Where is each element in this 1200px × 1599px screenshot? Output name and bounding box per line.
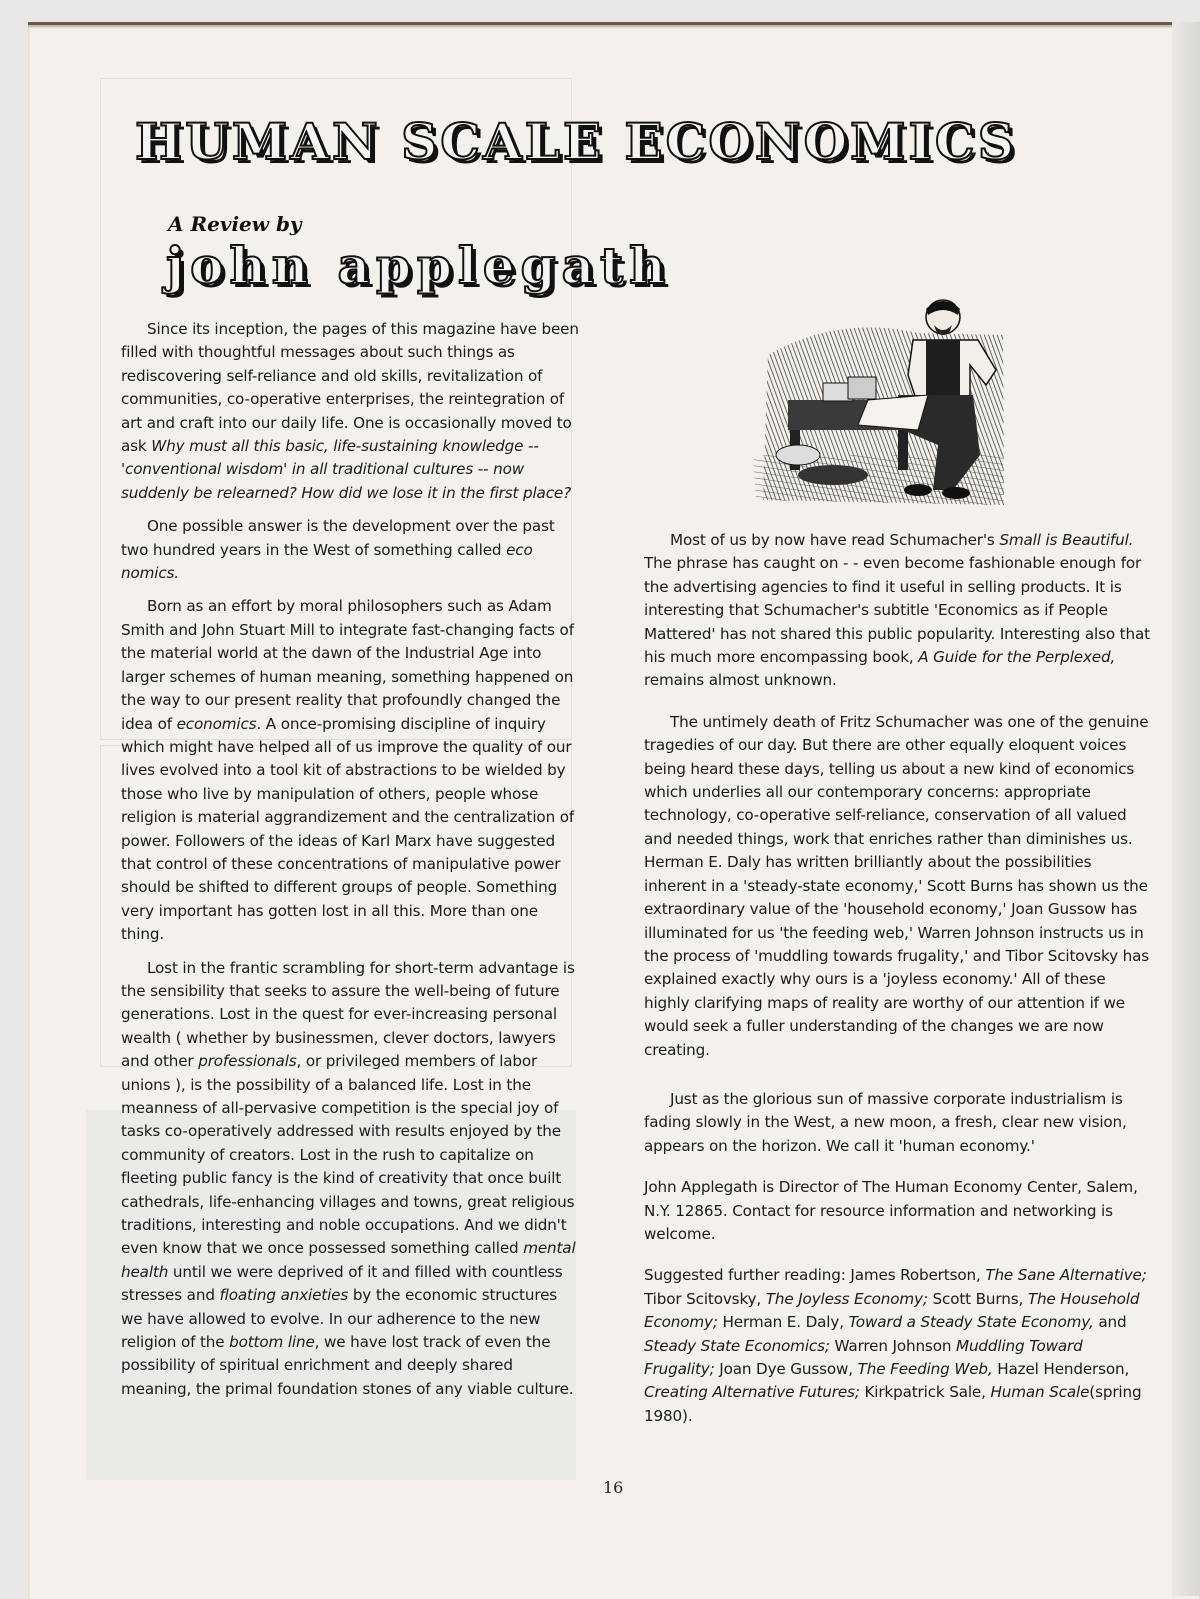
- italic-text: floating anxieties: [219, 1286, 349, 1305]
- book-title: The Sane Alternative;: [985, 1266, 1147, 1285]
- text: Warren Johnson: [829, 1336, 956, 1355]
- paragraph: [121, 595, 583, 946]
- text: . A once-promising discipline of inquiry which might have helped all of us improve the quality of our lives evolved into a tool kit of abstractions to be wielded by those who live by manipulation of others, people whose religion is material aggrandizement and the centralization of power. Followers of the ideas of Karl Marx have suggested that control of these concentrations of manipulative power should be shifted to different groups of people. Something very important has gotten lost in all this. More than one thing.: [121, 714, 575, 944]
- author-name: john applegath: [166, 236, 672, 295]
- text: One possible answer is the development over the past two hundred years in the West of something called: [121, 517, 555, 559]
- text: Hazel Henderson,: [992, 1360, 1130, 1378]
- paragraph: [121, 515, 583, 585]
- book-title: The Joyless Economy;: [765, 1289, 928, 1308]
- text: by the economic structures we have allowed to evolve. In our adherence to the new religion of the: [121, 1286, 558, 1352]
- right-column: [644, 529, 1152, 1438]
- italic-text: economics: [176, 714, 257, 733]
- cobbler-engraving-illustration: [748, 295, 1006, 515]
- page-number: 16: [603, 1478, 624, 1497]
- left-column: [121, 318, 583, 1411]
- text: Scott Burns,: [927, 1289, 1028, 1308]
- text: Suggested further reading: James Robertson,: [644, 1266, 986, 1285]
- book-title: Creating Alternative Futures;: [644, 1383, 860, 1402]
- book-title: The Feeding Web,: [857, 1360, 993, 1378]
- paragraph: [644, 529, 1152, 693]
- text: , we have lost track of even the possibility of spiritual enrichment and deeply shared meaning, the primal foundation stones of any viable culture.: [121, 1333, 574, 1398]
- text: Tibor Scitovsky,: [644, 1289, 766, 1308]
- text: , or privileged members of labor unions ), is the possibility of a balanced life. Lost in the meanness of all-pervasive competition is the special joy of tasks co-operatively addressed with results enjoyed by the community of creators. Lost in the rush to capitalize on fleeting public fancy is the kind of creativity that once built cathedrals, life-enhancing villages and towns, great religious traditions, interesting and noble occupations. And we didn't even know that we once possessed something called: [121, 1052, 575, 1258]
- text: and: [1093, 1313, 1127, 1332]
- author-bio: John Applegath is Director of The Human Economy Center, Salem, N.Y. 12865. Contact for resource information and networking is welcome.: [644, 1178, 1138, 1243]
- text: remains almost unknown.: [644, 671, 837, 690]
- text: Since its inception, the pages of this magazine have been filled with thoughtful messages about such things as rediscovering self-reliance and old skills, revitalization of communities, co-operative enterprises, the reintegration of art and craft into our daily life. One is occasionally moved to ask: [121, 320, 579, 456]
- italic-text: Why must all this basic, life-sustaining knowledge -- 'conventional wisdom' in all traditional cultures -- now suddenly be relearned? How did we lose it in the first place?: [121, 437, 572, 502]
- text: Joan Dye Gussow,: [714, 1360, 858, 1378]
- italic-text: A Guide for the Perplexed,: [918, 648, 1116, 667]
- suggested-reading: [644, 1264, 1152, 1428]
- book-title: Toward a Steady State Economy,: [848, 1313, 1094, 1332]
- review-by-label: A Review by: [168, 212, 302, 236]
- text: Most of us by now have read Schumacher's: [670, 531, 1000, 549]
- text: The phrase has caught on - - even become fashionable enough for the advertising agencies to find it useful in selling products. It is interesting that Schumacher's subtitle 'Economics as if People Mattered' has not shared this public popularity. Interesting also that his much more encompassing book,: [644, 554, 1150, 667]
- italic-text: eco nomics.: [121, 540, 533, 583]
- italic-text: bottom line: [229, 1333, 315, 1352]
- text: Lost in the frantic scrambling for short-term advantage is the sensibility that seeks to assure the well-being of future generations. Lost in the quest for ever-increasing personal wealth ( whether by businessmen, clever doctors, lawyers and other: [121, 958, 575, 1071]
- text: (spring 1980).: [644, 1383, 1142, 1425]
- paragraph: [121, 318, 583, 505]
- book-title: Human Scale: [990, 1383, 1090, 1402]
- page-edge: [1172, 22, 1200, 1596]
- paragraph: [121, 957, 583, 1402]
- text: Herman E. Daly,: [717, 1313, 849, 1332]
- book-title: Steady State Economics;: [644, 1336, 830, 1355]
- article-title: HUMAN SCALE ECONOMICS: [135, 112, 1017, 171]
- text: until we were deprived of it and filled with countless stresses and: [121, 1262, 563, 1305]
- italic-text: Small is Beautiful.: [999, 531, 1134, 549]
- italic-text: professionals: [198, 1052, 297, 1071]
- book-title: The Household Economy;: [644, 1289, 1140, 1332]
- text: Kirkpatrick Sale,: [859, 1383, 991, 1402]
- book-title: Muddling Toward Frugality;: [644, 1336, 1083, 1378]
- paragraph: The untimely death of Fritz Schumacher was one of the genuine tragedies of our day. But there are other equally eloquent voices being heard these days, telling us about a new kind of economics which underlies all our contemporary concerns: appropriate technology, co-operative self-reliance, conservation of all valued and needed things, work that enriches rather than diminishes us. Herman E. Daly has written brilliantly about the possibilities inherent in a 'steady-state economy,' Scott Burns has shown us the extraordinary value of the 'household economy,' Joan Gussow has illuminated for us 'the feeding web,' Warren Johnson instructs us in the process of 'muddling towards frugality,' and Tibor Scitovsky has explained exactly why ours is a 'joyless economy.' All of these highly clarifying maps of reality are worthy of our attention if we would seek a fuller understanding of the changes we are now creating.: [644, 712, 1150, 1059]
- paragraph: Just as the glorious sun of massive corporate industrialism is fading slowly in the West, a new moon, a fresh, clear new vision, appears on the horizon. We call it 'human economy.': [644, 1089, 1127, 1155]
- text: Born as an effort by moral philosophers such as Adam Smith and John Stuart Mill to integrate fast-changing facts of the material world at the dawn of the Industrial Age into larger schemes of human meaning, something happened on the way to our present reality that profoundly changed the idea of: [121, 597, 574, 733]
- italic-text: mental health: [121, 1239, 576, 1281]
